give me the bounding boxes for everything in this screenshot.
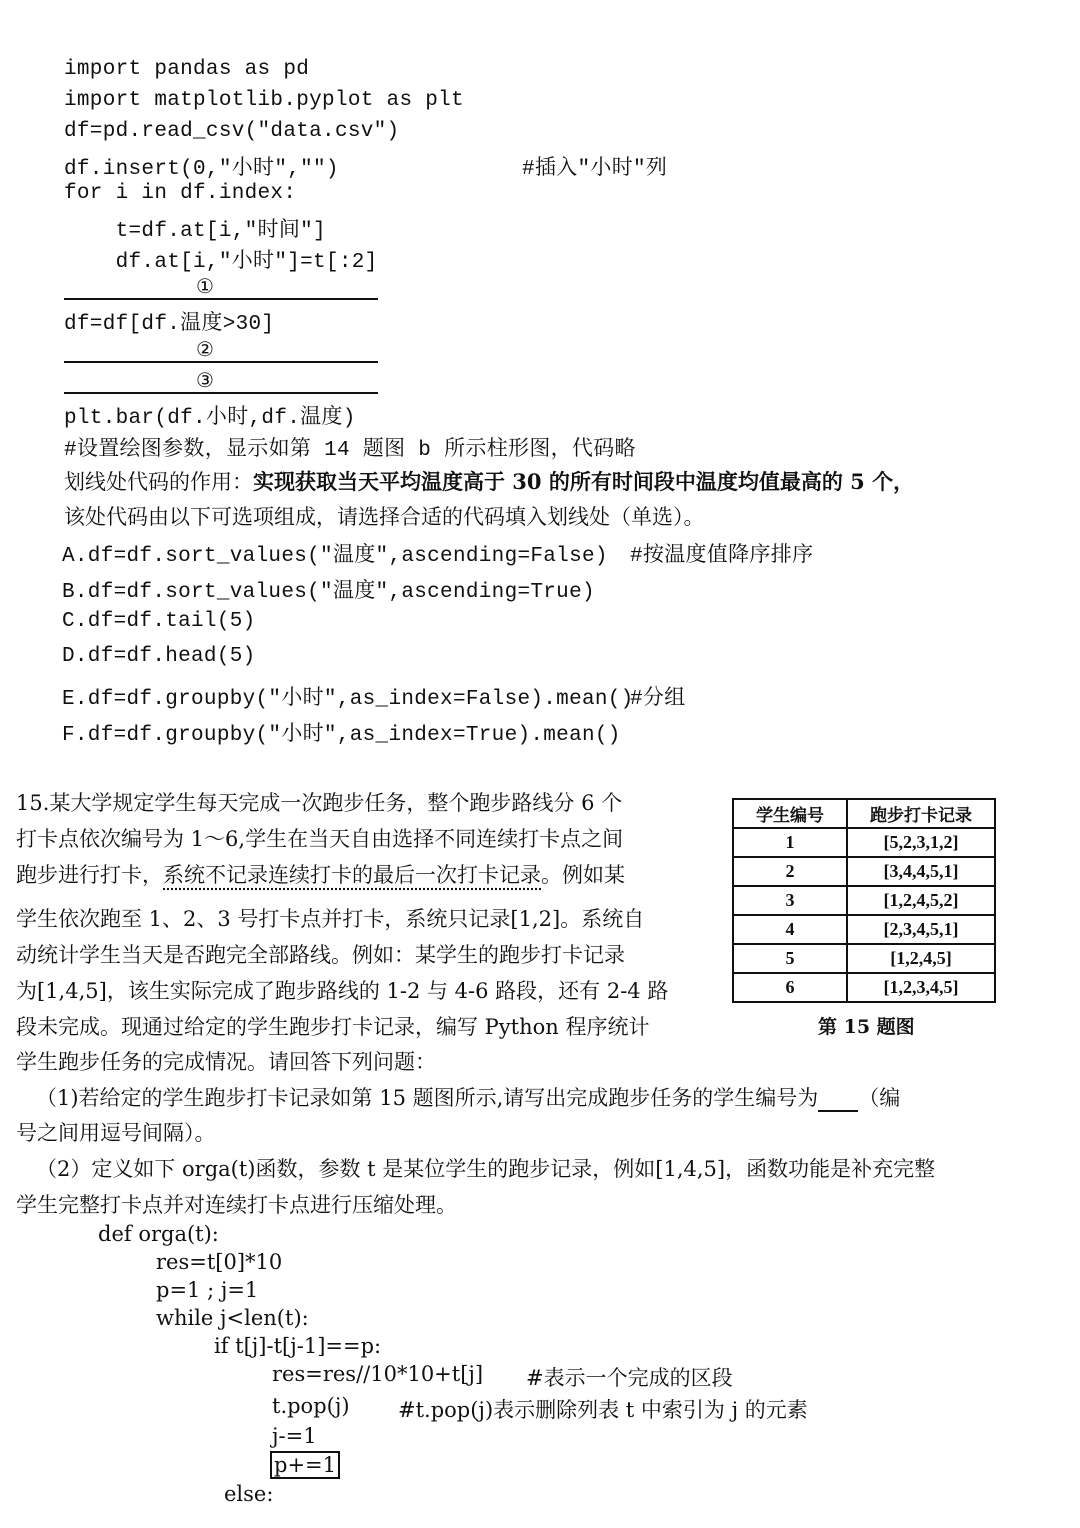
sub-question-2-cont: 学生完整打卡点并对连续打卡点进行压缩处理。 <box>16 1193 457 1217</box>
table-cell: [5,2,3,1,2] <box>847 828 995 857</box>
code-line: df.insert(0,"小时","") <box>64 158 339 181</box>
code-line: j-=1 <box>272 1424 317 1448</box>
code-line: import pandas as pd <box>64 58 310 81</box>
code-line: if t[j]-t[j-1]==p: <box>214 1334 382 1358</box>
code-line: import matplotlib.pyplot as plt <box>64 89 464 112</box>
code-comment: #设置绘图参数，显示如第 14 题图 b 所示柱形图，代码略 <box>64 439 636 462</box>
code-line: def orga(t): <box>98 1222 219 1246</box>
q15-line: 15.某大学规定学生每天完成一次跑步任务，整个跑步路线分 6 个 <box>16 791 623 815</box>
q15-line: 学生跑步任务的完成情况。请回答下列问题： <box>16 1050 436 1074</box>
blank-marker-1: ① <box>196 274 214 298</box>
option-e: E.df=df.groupby("小时",as_index=False).mean() <box>62 688 634 711</box>
q15-line: 打卡点依次编号为 1～6,学生在当天自由选择不同连续打卡点之间 <box>16 827 624 851</box>
q15-line <box>16 859 625 889</box>
code-line: df.at[i,"小时"]=t[:2] <box>64 251 378 274</box>
q15-line: 动统计学生当天是否跑完全部路线。例如：某学生的跑步打卡记录 <box>16 943 625 967</box>
code-line: df=pd.read_csv("data.csv") <box>64 120 400 143</box>
table-cell: 2 <box>733 857 847 886</box>
code-line: df=df[df.温度>30] <box>64 313 275 336</box>
code-line: res=res//10*10+t[j] <box>272 1362 484 1386</box>
answer-blank-3 <box>64 392 378 394</box>
table-row <box>733 973 995 1002</box>
q15-dotted-emphasis: 系统不记录连续打卡的最后一次打卡记录 <box>163 863 541 887</box>
table-cell: 3 <box>733 886 847 915</box>
code-line: while j<len(t): <box>156 1306 309 1330</box>
code-line: t=df.at[i,"时间"] <box>64 220 326 243</box>
table-cell: 6 <box>733 973 847 1002</box>
table-row <box>733 886 995 915</box>
q15-line-start: 跑步进行打卡， <box>16 863 163 887</box>
q15-line-tail: 。例如某 <box>541 863 625 887</box>
code-comment: #插入"小时"列 <box>522 158 668 181</box>
sub1-tail: （编 <box>858 1086 901 1110</box>
sub1-text: （1)若给定的学生跑步打卡记录如第 15 题图所示,请写出完成跑步任务的学生编号为 <box>36 1086 819 1110</box>
answer-blank <box>818 1086 858 1112</box>
code-line: res=t[0]*10 <box>156 1250 283 1274</box>
table-row <box>733 944 995 973</box>
sub-question-2: （2）定义如下 orga(t)函数，参数 t 是某位学生的跑步记录，例如[1,4,5]，函数功能是补充完整 <box>36 1157 936 1181</box>
code-line: t.pop(j) <box>272 1394 350 1418</box>
table-cell: [3,4,4,5,1] <box>847 857 995 886</box>
purpose-bold: 实现获取当天平均温度高于 30 的所有时间段中温度均值最高的 5 个， <box>253 469 915 494</box>
purpose-line-2: 该处代码由以下可选项组成，请选择合适的代码填入划线处（单选）。 <box>64 505 705 529</box>
answer-blank-1 <box>64 298 378 300</box>
code-line: plt.bar(df.小时,df.温度) <box>64 407 356 430</box>
sub-question-1-cont: 号之间用逗号间隔）。 <box>16 1121 216 1145</box>
table-header: 学生编号 <box>733 799 847 828</box>
table-cell: 1 <box>733 828 847 857</box>
q15-line: 学生依次跑至 1、2、3 号打卡点并打卡，系统只记录[1,2]。系统自 <box>16 907 645 931</box>
code-comment: #t.pop(j)表示删除列表 t 中索引为 j 的元素 <box>398 1398 808 1422</box>
code-line: else: <box>224 1482 274 1506</box>
table-cell: [1,2,4,5,2] <box>847 886 995 915</box>
record-table <box>732 798 996 1003</box>
table-cell: [2,3,4,5,1] <box>847 915 995 944</box>
option-a: A.df=df.sort_values("温度",ascending=False) <box>62 545 608 568</box>
code-line-boxed: p+=1 <box>270 1451 340 1479</box>
purpose-line <box>64 466 914 496</box>
q15-line: 段未完成。现通过给定的学生跑步打卡记录，编写 Python 程序统计 <box>16 1015 650 1039</box>
option-c: C.df=df.tail(5) <box>62 610 256 633</box>
option-d: D.df=df.head(5) <box>62 645 256 668</box>
option-e-comment: #分组 <box>630 688 686 711</box>
code-line: p=1 ; j=1 <box>156 1278 259 1302</box>
table-cell: 5 <box>733 944 847 973</box>
blank-marker-3: ③ <box>196 368 214 392</box>
table-row <box>733 915 995 944</box>
option-a-comment: #按温度值降序排序 <box>630 545 814 568</box>
table-caption: 第 15 题图 <box>818 1016 915 1038</box>
q15-line: 为[1,4,5]，该生实际完成了跑步路线的 1-2 与 4-6 路段，还有 2-4 路 <box>16 979 669 1003</box>
blank-marker-2: ② <box>196 337 214 361</box>
table-cell: 4 <box>733 915 847 944</box>
code-comment: #表示一个完成的区段 <box>526 1366 733 1390</box>
table-cell: [1,2,3,4,5] <box>847 973 995 1002</box>
option-b: B.df=df.sort_values("温度",ascending=True) <box>62 581 595 604</box>
table-row <box>733 857 995 886</box>
purpose-prefix: 划线处代码的作用： <box>64 470 253 494</box>
answer-blank-2 <box>64 361 378 363</box>
table-header: 跑步打卡记录 <box>847 799 995 828</box>
code-line: for i in df.index: <box>64 182 297 205</box>
option-f: F.df=df.groupby("小时",as_index=True).mean() <box>62 724 621 747</box>
table-header-row <box>733 799 995 828</box>
table-row <box>733 828 995 857</box>
table-cell: [1,2,4,5] <box>847 944 995 973</box>
sub-question-1 <box>36 1082 900 1112</box>
